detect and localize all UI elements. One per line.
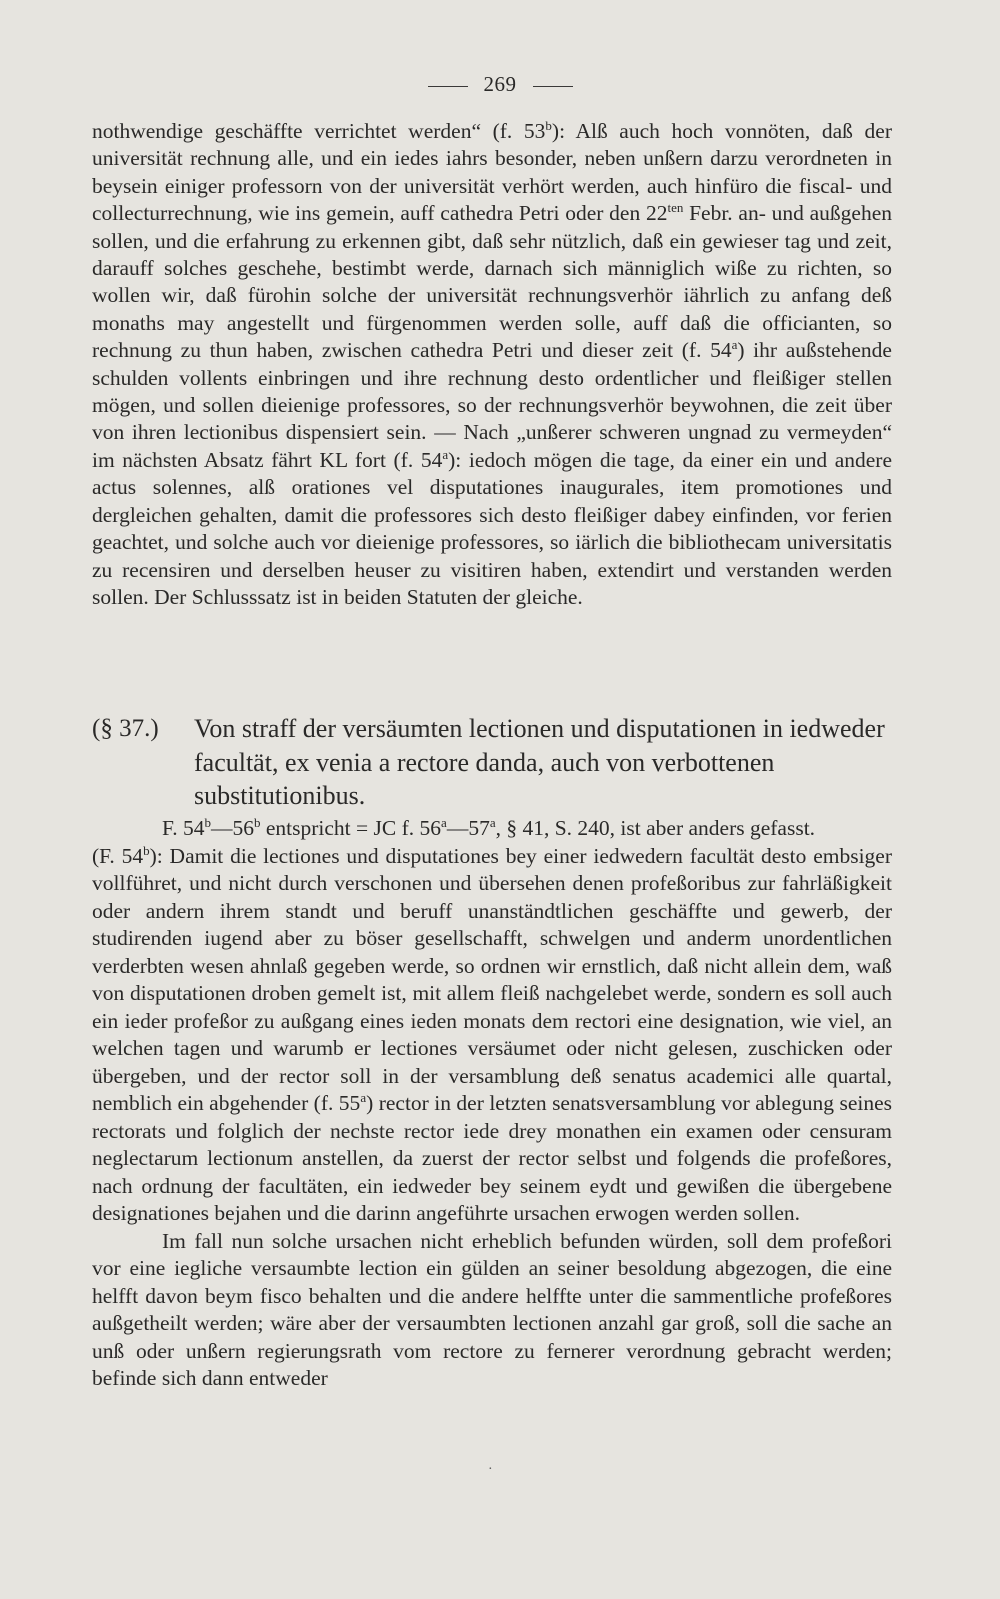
superscript: b [545, 118, 552, 133]
superscript: a [731, 337, 738, 353]
superscript: b [143, 842, 150, 858]
superscript: b [204, 815, 211, 830]
paragraph-1 [92, 118, 892, 611]
section-title: Von straff der versäumten lectionen und disputationen in iedweder facultät, ex venia a rectore danda, auch von verbottenen substitutionibus. [194, 714, 885, 810]
text-run: , § 41, S. 240, ist aber anders gefasst. [495, 816, 816, 840]
text-run: —57 [446, 816, 490, 840]
section-body [92, 815, 892, 1393]
text-run: ): Alß auch hoch vonnöten, daß der universität rechnung alle, und ein iedes iahrs besonder, neben unßern darzu verordneten in beysein einiger professorn von der universität verhört werden, auch hinfüro die fiscal- und collecturrechnung, wie ins gemein, auff cathedra Petri oder den 22 [92, 119, 892, 226]
paragraph-3 [92, 843, 892, 1228]
text-run: nothwendige geschäffte verrichtet werden“ (f. 53 [92, 119, 546, 143]
text-run: entspricht = JC f. 56 [260, 816, 442, 840]
paragraph-1-text [92, 118, 892, 611]
print-mark: · [488, 1462, 493, 1477]
text-run: ): iedoch mögen die tage, da einer ein und andere actus solennes, alß orationes vel disputationes inaugurales, item promotiones und dergleichen gehalten, damit die professores sich desto fleißiger dabey einfinden, vor ferien geachtet, und solche auch vor dieienige professores, so iärlich die bibliothecam universitatis zu recensiren und derselben heuser zu visitiren haben, extendirt und verstanden werden sollen. Der Schlusssatz ist in beiden Statuten der gleiche. [92, 447, 892, 609]
section-number: (§ 37.) [92, 715, 159, 742]
text-run: (F. 54 [92, 843, 144, 868]
superscript: a [441, 815, 447, 830]
header-dash-right [533, 86, 573, 87]
text-run: Febr. an- und außgehen sollen, und die erfahrung zu erkennen gibt, daß sehr nützlich, daß ein gewieser tag und zeit, darauff solches geschehe, bestimbt werde, darnach sich männiglich wiße zu richten, so wollen wir, daß fürohin solche der universität rechnungsverhör iährlich zu anfang deß monaths may angestellt und fürgenommen werden solle, auff daß die officianten, so rechnung zu thun haben, zwischen cathedra Petri und dieser zeit (f. 54 [92, 201, 892, 363]
superscript: b [254, 815, 261, 830]
paragraph-4: Im fall nun solche ursachen nicht erheblich befunden würden, soll dem profeßori vor eine iegliche versaumbte lection ein gülden an seiner besoldung abgezogen, die eine helfft davon beym fisco behalten und die andere helffte unter die sammentliche profeßores außgetheilt werden; wäre aber der versaumbten lectionen anzahl gar groß, soll die sache an unß oder unßern regierungsrath vom rectore zu fernerer verordnung gebracht werden; befinde sich dann entweder [92, 1228, 892, 1390]
text-run: —56 [211, 816, 254, 840]
text-run: F. 54 [162, 816, 205, 840]
header-dash-left [428, 86, 468, 87]
text-run: ) ihr außstehende schulden vollents einbringen und ihre rechnung desto ordentlicher und fleißiger stellen mögen, und sollen dieienige professores, so der rechnungsverhör beywohnen, die zeit über von ihren lectionibus dispensiert sein. — Nach „unßerer schweren ungnad zu vermeyden“ im nächsten Absatz fährt KL fort (f. 54 [92, 338, 892, 472]
superscript: a [489, 815, 496, 830]
page-number: 269 [483, 72, 517, 96]
superscript: ten [667, 200, 684, 216]
superscript: a [442, 446, 449, 462]
section-heading [92, 712, 892, 813]
paragraph-2 [92, 815, 892, 843]
text-run: ) rector in der letzten senatsversamblung vor ablegung seines rectorats und folglich der nechste rector iede drey monathen ein examen oder censuram neglectarum lectionum anstellen, da zuerst der rector selbst und folgends die profeßores, nach ordnung der facultäten, ein iedweder bey seinem eydt und gewißen die übergebene designationes bejahen und die darinn angeführte ursachen erwogen werden sollen. [92, 1091, 892, 1225]
page-header [0, 72, 1000, 97]
superscript: a [360, 1090, 367, 1105]
text-run: ): Damit die lectiones und disputationes bey einer iedwedern facultät desto embsiger vollführet, und nicht durch verschonen und übersehen denen profeßoribus zur fahrläßigkeit oder andern ihrem standt und beruff unanständtlichen geschäffte und gewerb, der studirenden iugend aber zu böser gesellschafft, schwelgen und anderm unordentlichen verderbten wesen ahnlaß gegeben werde, so ordnen wir ernstlich, daß nicht allein dem, waß von disputationen droben gemelt ist, mit allem fleiß nachgelebet werde, sondern es soll auch ein ieder profeßor zu außgang eines ieden monats dem rectori eine designation, wie viel, an welchen tagen und warumb er lectiones versäumet oder nicht gelesen, zuschicken oder übergeben, und der rector soll in der versamblung deß senatus academici alle quartal, nemblich ein abgehender (f. 55 [92, 843, 892, 1115]
